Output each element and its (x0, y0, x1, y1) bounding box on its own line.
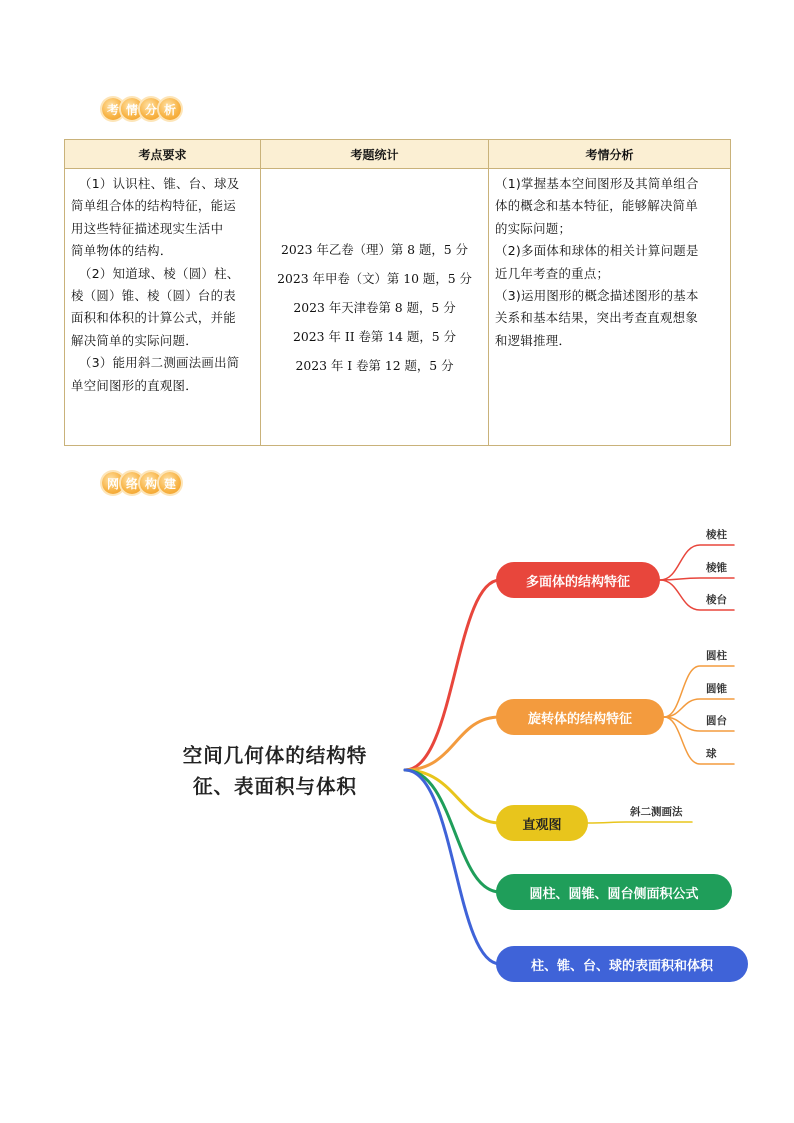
header-requirements: 考点要求 (65, 140, 261, 169)
badge-char: 析 (159, 98, 181, 120)
leaf-cone-frustum: 圆台 (706, 715, 727, 727)
connector-leaf (660, 578, 734, 580)
connector-branch-1 (405, 580, 500, 770)
badge-char: 网 (102, 472, 124, 494)
requirements-line: 单空间图形的直观图． (71, 377, 198, 393)
analysis-line: （2)多面体和球体的相关计算问题是 (495, 243, 699, 259)
stats-line: 2023 年乙卷（理）第 8 题，5 分 (281, 241, 468, 257)
analysis-line: 的实际问题； (495, 220, 572, 236)
leaf-frustum: 棱台 (706, 594, 727, 606)
connector-branch-4 (405, 770, 500, 892)
mindmap-root-title (150, 740, 400, 802)
analysis-line: （3)运用图形的概念描述图形的基本 (495, 288, 699, 304)
leaf-pyramid: 棱锥 (706, 562, 727, 574)
stats-line: 2023 年 I 卷第 12 题，5 分 (295, 357, 454, 373)
stats-line: 2023 年天津卷第 8 题，5 分 (293, 299, 456, 315)
requirements-line: 棱（圆）锥、棱（圆）台的表 (71, 288, 236, 304)
root-title-line: 征、表面积与体积 (192, 775, 357, 798)
stats-line: 2023 年甲卷（文）第 10 题，5 分 (277, 270, 472, 286)
requirements-line: 面积和体积的计算公式，并能 (71, 310, 236, 326)
branch-polyhedra: 多面体的结构特征 (496, 562, 660, 598)
header-analysis: 考情分析 (489, 140, 731, 169)
leaf-sphere: 球 (706, 748, 717, 760)
branch-rotation: 旋转体的结构特征 (496, 699, 664, 735)
requirements-line: 简单组合体的结构特征，能运 (71, 198, 236, 214)
analysis-line: 和逻辑推理． (495, 332, 572, 348)
requirements-line: （2）知道球、棱（圆）柱、 (79, 265, 240, 281)
leaf-oblique-drawing: 斜二测画法 (630, 806, 683, 818)
connector-leaf (588, 822, 692, 823)
branch-surface-volume: 柱、锥、台、球的表面积和体积 (496, 946, 748, 982)
badge-char: 构 (140, 472, 162, 494)
root-title-line: 空间几何体的结构特 (182, 744, 368, 767)
analysis-line: 体的概念和基本特征，能够解决简单 (495, 198, 699, 214)
badge-char: 络 (121, 472, 143, 494)
requirements-line: （1）认识柱、锥、台、球及 (79, 176, 240, 191)
branch-intuitive-drawing: 直观图 (496, 805, 588, 841)
requirements-line: （3）能用斜二测画法画出简 (79, 355, 240, 371)
header-stats: 考题统计 (261, 140, 489, 169)
badge-char: 情 (121, 98, 143, 120)
connector-branch-5 (405, 770, 500, 964)
requirements-line: 简单物体的结构． (71, 243, 173, 259)
leaf-cone: 圆锥 (706, 683, 727, 695)
analysis-line: （1)掌握基本空间图形及其简单组合 (495, 176, 699, 191)
badge-char: 分 (140, 98, 162, 120)
badge-char: 建 (159, 472, 181, 494)
badge-char: 考 (102, 98, 124, 120)
requirements-line: 解决简单的实际问题． (71, 332, 198, 348)
analysis-line: 关系和基本结果，突出考查直观想象 (495, 310, 699, 326)
branch-lateral-area: 圆柱、圆锥、圆台侧面积公式 (496, 874, 732, 910)
requirements-line: 用这些特征描述现实生活中 (71, 220, 224, 236)
stats-line: 2023 年 II 卷第 14 题，5 分 (293, 328, 456, 344)
leaf-cylinder: 圆柱 (706, 650, 727, 662)
leaf-prism: 棱柱 (706, 529, 727, 541)
analysis-line: 近几年考查的重点； (495, 265, 610, 281)
